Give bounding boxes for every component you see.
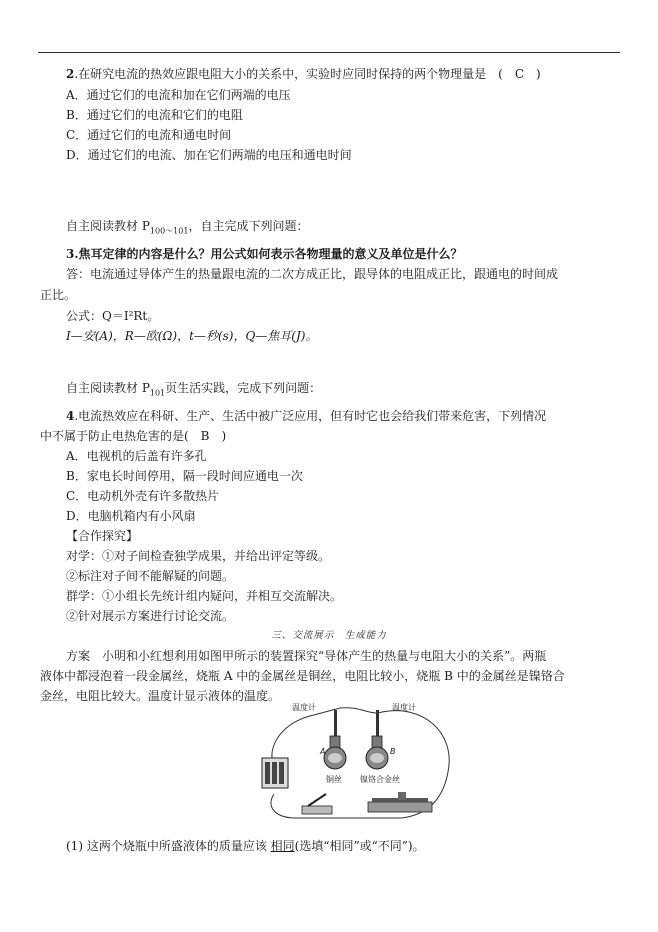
reading-instruction-1: 自主阅读教材 $P_{100\sim 101}$，自主完成下列问题： xyxy=(66,219,309,236)
coop-line-2: ②标注对子间不能解疑的问题。 xyxy=(66,569,235,583)
switch-icon xyxy=(302,794,332,814)
experiment-apparatus-diagram xyxy=(252,702,458,824)
question-4-option-c: C．电动机外壳有许多散热片 xyxy=(66,489,220,503)
flask-a-label: A xyxy=(320,747,326,756)
question-3-stem: 3.焦耳定律的内容是什么？用公式如何表示各物理量的意义及单位是什么？ xyxy=(66,247,463,261)
thermometer-label-left: 温度计 xyxy=(292,703,316,712)
plan-line-3: 金丝，电阻比较大。温度计显示液体的温度。 xyxy=(40,689,281,703)
coop-line-1: 对学：①对子间检查独学成果，并给出评定等级。 xyxy=(66,549,331,563)
question-4-option-d: D．电脑机箱内有小风扇 xyxy=(66,509,196,523)
coop-line-3: 群学：①小组长先统计组内疑问，并相互交流解决。 xyxy=(66,589,343,603)
question-3-answer-line-1: 答：电流通过导体产生的热量跟电流的二次方成正比，跟导体的电阻成正比，跟通电的时间成 xyxy=(66,267,559,281)
question-2-option-d: D．通过它们的电流、加在它们两端的电压和通电时间 xyxy=(66,148,352,162)
question-3-formula: 公式：Q＝I²Rt。 xyxy=(66,309,160,323)
rheostat-icon xyxy=(368,792,432,812)
question-3-answer-line-2: 正比。 xyxy=(40,288,77,302)
question-3-units: I—安(A)，R—欧(Ω)，t—秒(s)，Q—焦耳(J)。 xyxy=(66,329,318,343)
sub-question-1: (1) 这两个烧瓶中所盛液体的质量应该 相同(选填“相同”或“不同”)。 xyxy=(66,839,425,853)
flask-b-icon xyxy=(366,710,388,769)
coop-heading: 【合作探究】 xyxy=(66,529,139,543)
flask-b-label: B xyxy=(390,747,396,756)
question-4-option-a: A．电视机的后盖有许多孔 xyxy=(66,449,207,463)
plan-line-2: 液体中都浸泡着一段金属丝，烧瓶 A 中的金属丝是铜丝，电阻比较小，烧瓶 B 中的金属丝是镍铬合 xyxy=(40,669,565,683)
question-2-option-b: B．通过它们的电流和它们的电阻 xyxy=(66,108,243,122)
thermometer-label-right: 温度计 xyxy=(392,703,416,712)
question-2-option-c: C．通过它们的电流和通电时间 xyxy=(66,128,232,142)
sub-question-1-answer: 相同 xyxy=(270,839,295,853)
question-4-stem-line-1: 4.电流热效应在科研、生产、生活中被广泛应用，但有时它也会给我们带来危害，下列情况 xyxy=(66,409,547,423)
question-4-stem-line-2: 中不属于防止电热危害的是( B ) xyxy=(40,429,227,443)
plan-line-1: 方案 小明和小红想利用如图甲所示的装置探究“导体产生的热量与电阻大小的关系”。两瓶 xyxy=(66,649,547,663)
flask-a-icon xyxy=(324,710,346,769)
question-2-stem: 2.在研究电流的热效应跟电阻大小的关系中，实验时应同时保持的两个物理量是 ( C ) xyxy=(66,67,541,81)
nichrome-wire-label: 镍铬合金丝 xyxy=(360,775,400,784)
coop-line-4: ②针对展示方案进行讨论交流。 xyxy=(66,609,235,623)
copper-wire-label: 铜丝 xyxy=(326,775,342,784)
question-4-option-b: B．家电长时间停用，隔一段时间应通电一次 xyxy=(66,469,303,483)
section-3-title: 三、交流展示 生成能力 xyxy=(271,630,387,641)
battery-icon xyxy=(262,758,288,788)
top-rule xyxy=(38,52,620,53)
reading-instruction-2: 自主阅读教材 $P_{101}$页生活实践，完成下列问题： xyxy=(66,381,322,398)
question-2-option-a: A．通过它们的电流和加在它们两端的电压 xyxy=(66,88,291,102)
